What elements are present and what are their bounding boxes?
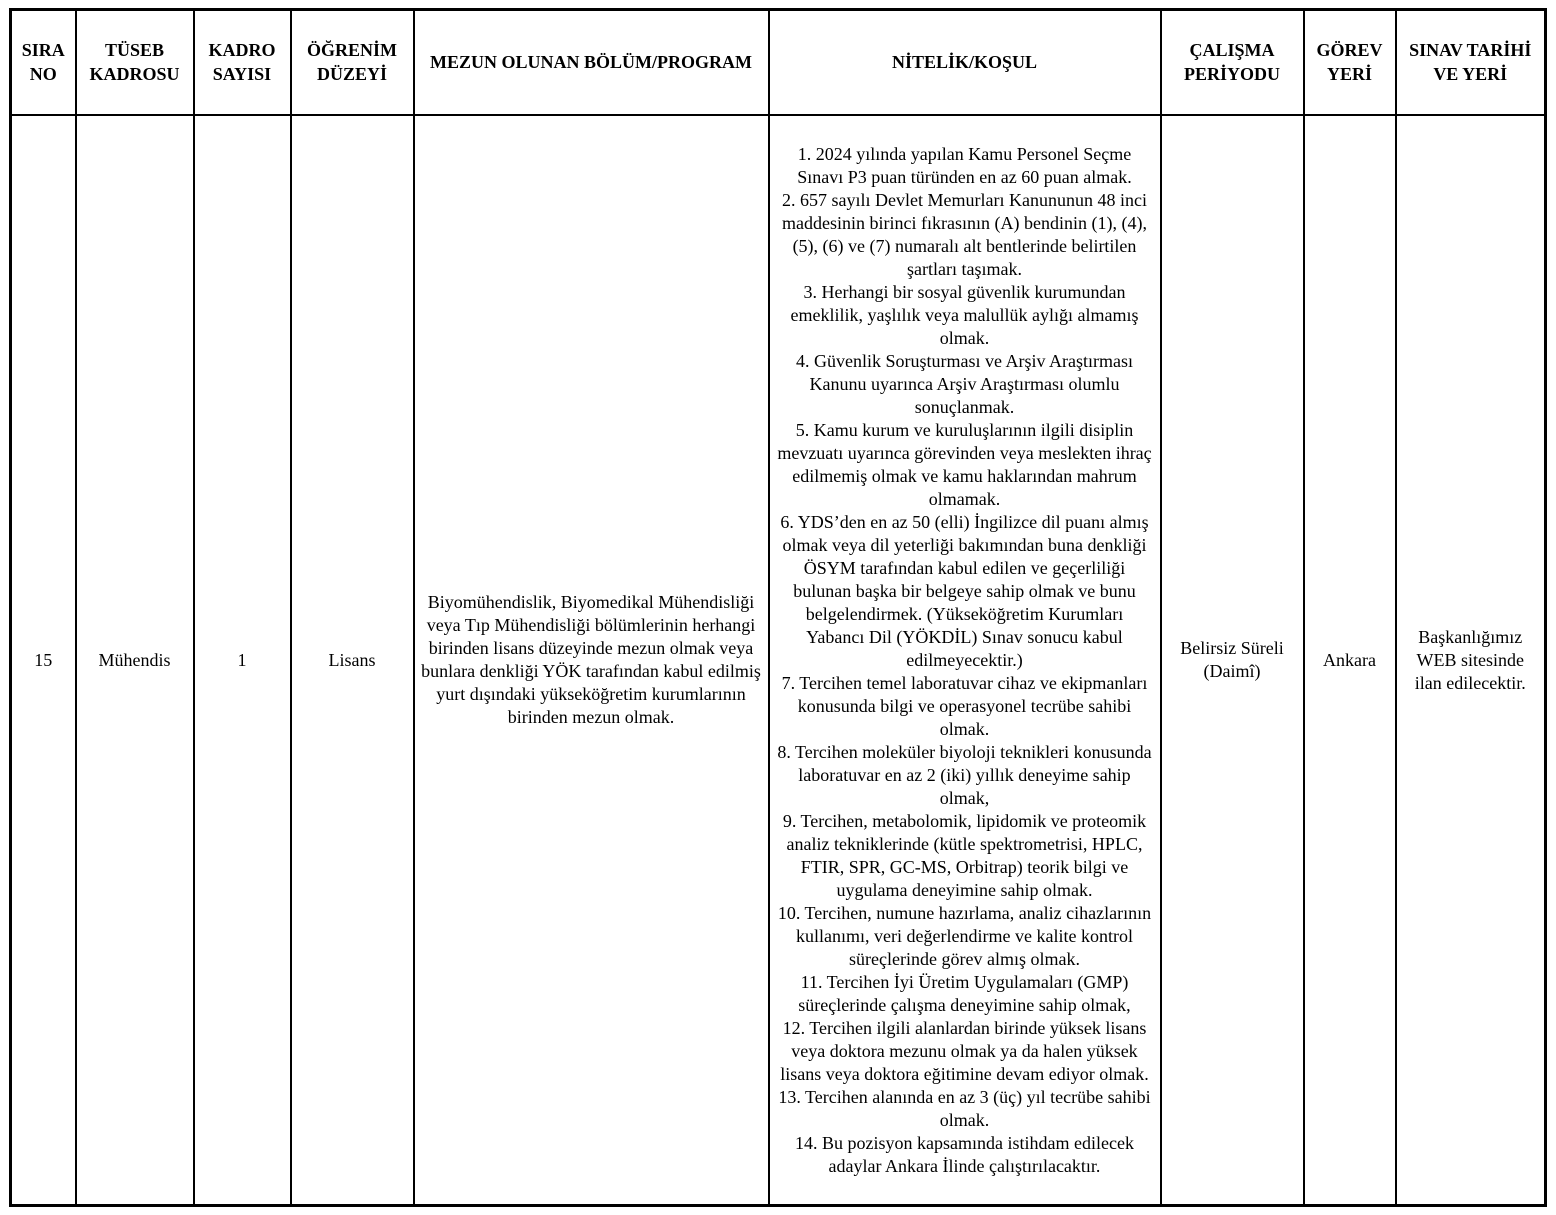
header-sinav-tarihi-ve-yeri: SINAV TARİHİ VE YERİ xyxy=(1396,10,1546,116)
header-ogrenim-duzeyi: ÖĞRENİM DÜZEYİ xyxy=(291,10,414,116)
requirement-item: 9. Tercihen, metabolomik, lipidomik ve proteomik analiz tekniklerinde (kütle spektrometrisi, HPLC, FTIR, SPR, GC-MS, Orbitrap) teorik bilgi ve uygulama deneyimine sahip olmak. xyxy=(782,810,1147,900)
requirement-item: 1. 2024 yılında yapılan Kamu Personel Seçme Sınavı P3 puan türünden en az 60 puan almak. xyxy=(797,143,1132,187)
requirement-item: 5. Kamu kurum ve kuruluşlarının ilgili disiplin mevzuatı uyarınca görevinden veya meslekten ihraç edilmemiş olmak ve kamu haklarından mahrum olmamak. xyxy=(777,419,1152,509)
header-tuseb-kadrosu: TÜSEB KADROSU xyxy=(76,10,194,116)
table-row xyxy=(11,115,1546,1206)
requirement-item: 8. Tercihen moleküler biyoloji teknikleri konusunda laboratuvar en az 2 (iki) yıllık deneyime sahip olmak, xyxy=(777,741,1152,808)
requirement-item: 7. Tercihen temel laboratuvar cihaz ve ekipmanları konusunda bilgi ve operasyonel tecrübe sahibi olmak. xyxy=(781,672,1148,739)
cell-nitelik-kosul xyxy=(769,115,1161,1206)
header-mezun-olunan-bolum-program: MEZUN OLUNAN BÖLÜM/PROGRAM xyxy=(414,10,769,116)
cell-sira-no: 15 xyxy=(11,115,76,1206)
requirement-item: 14. Bu pozisyon kapsamında istihdam edilecek adaylar Ankara İlinde çalıştırılacaktır. xyxy=(795,1132,1134,1176)
cell-sinav-tarihi-ve-yeri: Başkanlığımız WEB sitesinde ilan edilecektir. xyxy=(1396,115,1546,1206)
requirement-item: 13. Tercihen alanında en az 3 (üç) yıl tecrübe sahibi olmak. xyxy=(778,1086,1151,1130)
requirement-item: 2. 657 sayılı Devlet Memurları Kanununun 48 inci maddesinin birinci fıkrasının (A) bendinin (1), (4), (5), (6) ve (7) numaralı alt bentlerinde belirtilen şartları taşımak. xyxy=(782,189,1147,279)
job-posting-table xyxy=(9,8,1547,1207)
cell-tuseb-kadrosu: Mühendis xyxy=(76,115,194,1206)
cell-gorev-yeri: Ankara xyxy=(1304,115,1396,1206)
header-kadro-sayisi: KADRO SAYISI xyxy=(194,10,291,116)
requirement-item: 6. YDS’den en az 50 (elli) İngilizce dil puanı almış olmak veya dil yeterliği bakımından buna denkliği ÖSYM tarafından kabul edilen ve geçerliliği bulunan başka bir belgeye sahip olmak ve bunu belgelendirmek. (Yükseköğretim Kurumları Yabancı Dil (YÖKDİL) Sınav sonucu kabul edilmeyecektir.) xyxy=(780,511,1149,670)
header-nitelik-kosul: NİTELİK/KOŞUL xyxy=(769,10,1161,116)
header-row xyxy=(11,10,1546,116)
header-calisma-periyodu: ÇALIŞMA PERİYODU xyxy=(1161,10,1304,116)
cell-ogrenim-duzeyi: Lisans xyxy=(291,115,414,1206)
requirement-item: 10. Tercihen, numune hazırlama, analiz cihazlarının kullanımı, veri değerlendirme ve kalite kontrol süreçlerinde görev almış olmak. xyxy=(777,902,1152,969)
cell-calisma-periyodu: Belirsiz Süreli (Daimî) xyxy=(1161,115,1304,1206)
header-gorev-yeri: GÖREV YERİ xyxy=(1304,10,1396,116)
header-sira-no: SIRA NO xyxy=(11,10,76,116)
requirement-item: 11. Tercihen İyi Üretim Uygulamaları (GMP) süreçlerinde çalışma deneyimine sahip olmak, xyxy=(798,971,1131,1015)
cell-mezun-olunan-bolum-program: Biyomühendislik, Biyomedikal Mühendisliği veya Tıp Mühendisliği bölümlerinin herhangi birinden lisans düzeyinde mezun olmak veya bunlara denkliği YÖK tarafından kabul edilmiş yurt dışındaki yükseköğretim kurumlarının birinden mezun olmak. xyxy=(414,115,769,1206)
requirement-item: 12. Tercihen ilgili alanlardan birinde yüksek lisans veya doktora mezunu olmak ya da halen yüksek lisans veya doktora eğitimine devam ediyor olmak. xyxy=(780,1017,1149,1084)
cell-kadro-sayisi: 1 xyxy=(194,115,291,1206)
requirement-item: 3. Herhangi bir sosyal güvenlik kurumundan emeklilik, yaşlılık veya malullük aylığı almamış olmak. xyxy=(790,281,1139,348)
requirement-item: 4. Güvenlik Soruşturması ve Arşiv Araştırması Kanunu uyarınca Arşiv Araştırması olumlu sonuçlanmak. xyxy=(796,350,1133,417)
